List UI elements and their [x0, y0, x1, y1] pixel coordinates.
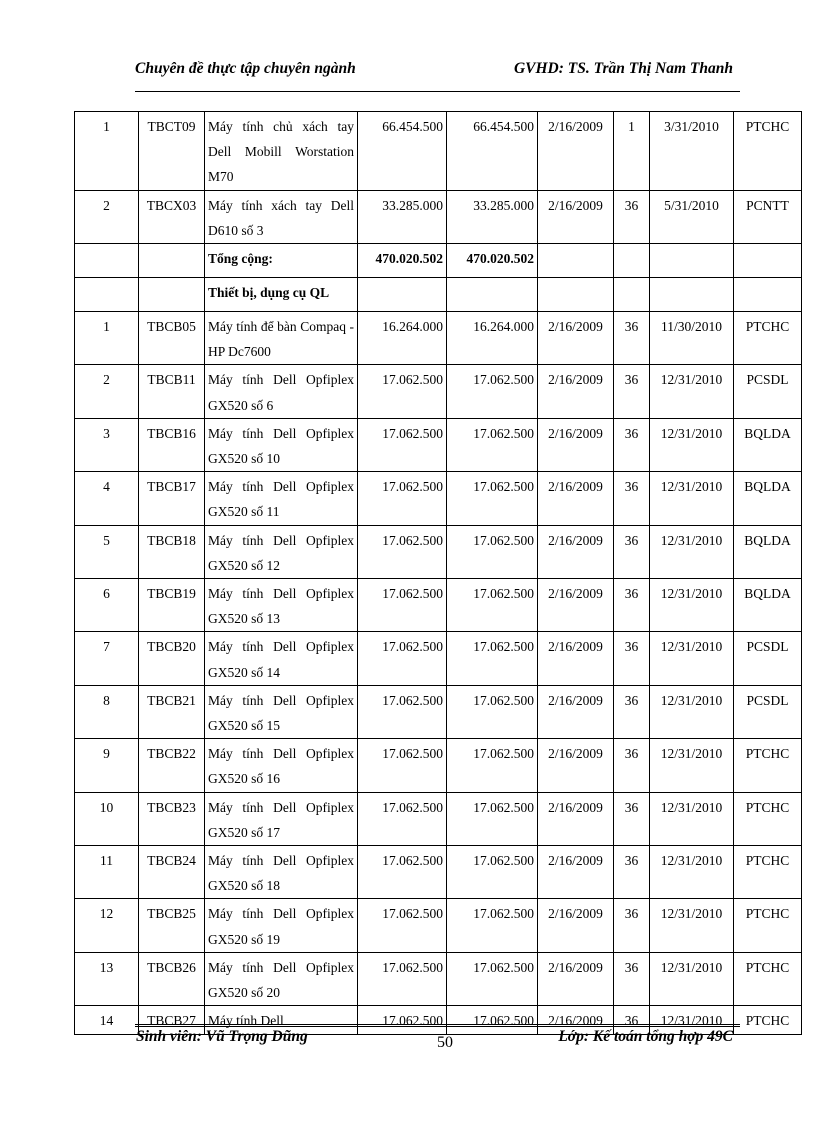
cell-original-value: 17.062.500 [358, 525, 447, 578]
cell-code: TBCB22 [139, 739, 205, 792]
header-course-title: Chuyên đề thực tập chuyên ngành [135, 60, 356, 77]
cell-department: BQLDA [734, 579, 802, 632]
cell-department: PCSDL [734, 632, 802, 685]
cell-code: TBCB16 [139, 418, 205, 471]
footer-class: Lớp: Kế toán tổng hợp 49C [558, 1028, 733, 1045]
cell-department: PTCHC [734, 792, 802, 845]
cell-remaining-value: 17.062.500 [447, 899, 538, 952]
cell-code: TBCT09 [139, 112, 205, 191]
cell-months: 36 [614, 472, 650, 525]
cell-original-value: 470.020.502 [358, 244, 447, 278]
cell-original-value: 33.285.000 [358, 190, 447, 243]
cell-months: 36 [614, 418, 650, 471]
cell-start-date: 2/16/2009 [538, 579, 614, 632]
cell-code: TBCB19 [139, 579, 205, 632]
cell-end-date: 12/31/2010 [650, 899, 734, 952]
cell-department: BQLDA [734, 472, 802, 525]
cell-remaining-value: 17.062.500 [447, 952, 538, 1005]
cell-remaining-value: 17.062.500 [447, 525, 538, 578]
cell-description: Máy tính Dell Opfiplex GX520 số 6 [205, 365, 358, 418]
cell-description: Máy tính Dell Opfiplex GX520 số 20 [205, 952, 358, 1005]
header-divider [135, 91, 740, 92]
cell-end-date: 12/31/2010 [650, 952, 734, 1005]
cell-months: 36 [614, 365, 650, 418]
cell-department: PTCHC [734, 112, 802, 191]
cell-end-date: 5/31/2010 [650, 190, 734, 243]
cell-original-value: 17.062.500 [358, 899, 447, 952]
cell-start-date: 2/16/2009 [538, 365, 614, 418]
cell-remaining-value: 17.062.500 [447, 792, 538, 845]
cell-end-date: 12/31/2010 [650, 418, 734, 471]
cell-remaining-value: 17.062.500 [447, 739, 538, 792]
cell-remaining-value: 17.062.500 [447, 632, 538, 685]
cell-months [614, 278, 650, 312]
cell-stt: 1 [75, 312, 139, 365]
table-row [75, 312, 802, 365]
cell-stt: 9 [75, 739, 139, 792]
cell-code: TBCB23 [139, 792, 205, 845]
asset-table [74, 111, 802, 1035]
cell-end-date: 11/30/2010 [650, 312, 734, 365]
cell-stt [75, 278, 139, 312]
cell-description: Máy tính Dell Opfiplex GX520 số 13 [205, 579, 358, 632]
cell-code [139, 278, 205, 312]
cell-start-date [538, 278, 614, 312]
table-row [75, 525, 802, 578]
cell-end-date [650, 244, 734, 278]
cell-start-date: 2/16/2009 [538, 952, 614, 1005]
cell-remaining-value: 16.264.000 [447, 312, 538, 365]
cell-end-date: 12/31/2010 [650, 739, 734, 792]
cell-end-date: 12/31/2010 [650, 525, 734, 578]
cell-stt: 7 [75, 632, 139, 685]
cell-description: Máy tính Dell Opfiplex GX520 số 19 [205, 899, 358, 952]
table-row [75, 739, 802, 792]
cell-stt: 3 [75, 418, 139, 471]
cell-description: Máy tính xách tay Dell D610 số 3 [205, 190, 358, 243]
cell-description: Máy tính để bàn Compaq - HP Dc7600 [205, 312, 358, 365]
cell-remaining-value: 17.062.500 [447, 1006, 538, 1034]
cell-stt: 8 [75, 685, 139, 738]
cell-end-date: 3/31/2010 [650, 112, 734, 191]
cell-description: Máy tính Dell Opfiplex GX520 số 15 [205, 685, 358, 738]
cell-months: 36 [614, 685, 650, 738]
table-row [75, 685, 802, 738]
table-row [75, 472, 802, 525]
cell-department: PTCHC [734, 739, 802, 792]
cell-code: TBCB20 [139, 632, 205, 685]
cell-months: 36 [614, 579, 650, 632]
cell-end-date: 12/31/2010 [650, 1006, 734, 1034]
cell-end-date: 12/31/2010 [650, 685, 734, 738]
header-supervisor: GVHD: TS. Trần Thị Nam Thanh [513, 60, 733, 77]
cell-code: TBCB24 [139, 846, 205, 899]
cell-stt: 2 [75, 365, 139, 418]
cell-original-value: 17.062.500 [358, 632, 447, 685]
cell-stt: 10 [75, 792, 139, 845]
cell-code: TBCB18 [139, 525, 205, 578]
cell-months: 36 [614, 190, 650, 243]
cell-department: PTCHC [734, 846, 802, 899]
cell-original-value: 17.062.500 [358, 792, 447, 845]
cell-code: TBCX03 [139, 190, 205, 243]
cell-description: Máy tính Dell Opfiplex GX520 số 10 [205, 418, 358, 471]
cell-start-date [538, 244, 614, 278]
cell-months [614, 244, 650, 278]
cell-department: BQLDA [734, 525, 802, 578]
cell-start-date: 2/16/2009 [538, 739, 614, 792]
cell-code: TBCB26 [139, 952, 205, 1005]
cell-original-value: 17.062.500 [358, 739, 447, 792]
cell-original-value: 17.062.500 [358, 365, 447, 418]
cell-start-date: 2/16/2009 [538, 685, 614, 738]
table-row [75, 899, 802, 952]
cell-start-date: 2/16/2009 [538, 312, 614, 365]
cell-department: PCNTT [734, 190, 802, 243]
cell-months: 36 [614, 525, 650, 578]
cell-months: 1 [614, 112, 650, 191]
cell-code: TBCB25 [139, 899, 205, 952]
cell-end-date: 12/31/2010 [650, 846, 734, 899]
cell-stt: 4 [75, 472, 139, 525]
cell-remaining-value: 33.285.000 [447, 190, 538, 243]
cell-code: TBCB11 [139, 365, 205, 418]
cell-description: Thiết bị, dụng cụ QL [205, 278, 358, 312]
table-row [75, 846, 802, 899]
cell-description: Máy tính Dell Opfiplex GX520 số 16 [205, 739, 358, 792]
cell-department: PTCHC [734, 899, 802, 952]
cell-original-value: 16.264.000 [358, 312, 447, 365]
cell-code: TBCB27 [139, 1006, 205, 1034]
cell-stt [75, 244, 139, 278]
cell-stt: 13 [75, 952, 139, 1005]
table-row [75, 579, 802, 632]
cell-remaining-value: 17.062.500 [447, 846, 538, 899]
cell-department [734, 244, 802, 278]
cell-description: Máy tính Dell Opfiplex GX520 số 17 [205, 792, 358, 845]
cell-description: Máy tính Dell Opfiplex GX520 số 14 [205, 632, 358, 685]
cell-start-date: 2/16/2009 [538, 112, 614, 191]
cell-remaining-value: 17.062.500 [447, 685, 538, 738]
cell-department: PTCHC [734, 312, 802, 365]
page-header [135, 60, 735, 82]
cell-original-value: 17.062.500 [358, 952, 447, 1005]
footer-student: Sinh viên: Vũ Trọng Dũng [136, 1028, 308, 1045]
cell-start-date: 2/16/2009 [538, 418, 614, 471]
cell-department: BQLDA [734, 418, 802, 471]
cell-remaining-value: 17.062.500 [447, 472, 538, 525]
cell-original-value: 66.454.500 [358, 112, 447, 191]
table-row [75, 792, 802, 845]
cell-months: 36 [614, 632, 650, 685]
table-row [75, 244, 802, 278]
cell-months: 36 [614, 899, 650, 952]
cell-original-value: 17.062.500 [358, 1006, 447, 1034]
cell-end-date: 12/31/2010 [650, 632, 734, 685]
cell-original-value: 17.062.500 [358, 579, 447, 632]
table-row [75, 278, 802, 312]
cell-start-date: 2/16/2009 [538, 472, 614, 525]
cell-stt: 2 [75, 190, 139, 243]
cell-code: TBCB05 [139, 312, 205, 365]
cell-months: 36 [614, 846, 650, 899]
table-row [75, 190, 802, 243]
cell-stt: 14 [75, 1006, 139, 1034]
cell-start-date: 2/16/2009 [538, 525, 614, 578]
cell-months: 36 [614, 952, 650, 1005]
cell-description: Máy tính Dell [205, 1006, 358, 1034]
cell-stt: 1 [75, 112, 139, 191]
cell-months: 36 [614, 312, 650, 365]
cell-description: Máy tính Dell Opfiplex GX520 số 18 [205, 846, 358, 899]
cell-start-date: 2/16/2009 [538, 190, 614, 243]
table-row [75, 632, 802, 685]
cell-original-value [358, 278, 447, 312]
table-row [75, 418, 802, 471]
table-row [75, 365, 802, 418]
cell-description: Tổng cộng: [205, 244, 358, 278]
cell-code: TBCB17 [139, 472, 205, 525]
cell-stt: 12 [75, 899, 139, 952]
cell-start-date: 2/16/2009 [538, 899, 614, 952]
cell-description: Máy tính chủ xách tay Dell Mobill Worstation M70 [205, 112, 358, 191]
cell-remaining-value [447, 278, 538, 312]
cell-stt: 11 [75, 846, 139, 899]
cell-start-date: 2/16/2009 [538, 846, 614, 899]
cell-months: 36 [614, 739, 650, 792]
cell-start-date: 2/16/2009 [538, 632, 614, 685]
cell-end-date: 12/31/2010 [650, 365, 734, 418]
cell-months: 36 [614, 1006, 650, 1034]
cell-remaining-value: 470.020.502 [447, 244, 538, 278]
cell-original-value: 17.062.500 [358, 685, 447, 738]
cell-stt: 5 [75, 525, 139, 578]
cell-end-date: 12/31/2010 [650, 792, 734, 845]
footer-divider [135, 1024, 740, 1027]
cell-end-date [650, 278, 734, 312]
cell-department: PTCHC [734, 952, 802, 1005]
cell-start-date: 2/16/2009 [538, 792, 614, 845]
cell-department: PTCHC [734, 1006, 802, 1034]
cell-remaining-value: 17.062.500 [447, 365, 538, 418]
cell-code [139, 244, 205, 278]
page-number: 50 [437, 1034, 453, 1051]
cell-stt: 6 [75, 579, 139, 632]
cell-original-value: 17.062.500 [358, 472, 447, 525]
cell-original-value: 17.062.500 [358, 418, 447, 471]
cell-original-value: 17.062.500 [358, 846, 447, 899]
cell-remaining-value: 17.062.500 [447, 579, 538, 632]
cell-department: PCSDL [734, 685, 802, 738]
cell-end-date: 12/31/2010 [650, 472, 734, 525]
cell-description: Máy tính Dell Opfiplex GX520 số 12 [205, 525, 358, 578]
cell-remaining-value: 66.454.500 [447, 112, 538, 191]
cell-department: PCSDL [734, 365, 802, 418]
cell-months: 36 [614, 792, 650, 845]
table-row [75, 112, 802, 191]
cell-start-date: 2/16/2009 [538, 1006, 614, 1034]
cell-code: TBCB21 [139, 685, 205, 738]
table-row [75, 952, 802, 1005]
cell-description: Máy tính Dell Opfiplex GX520 số 11 [205, 472, 358, 525]
cell-end-date: 12/31/2010 [650, 579, 734, 632]
cell-remaining-value: 17.062.500 [447, 418, 538, 471]
asset-table-body [75, 112, 802, 1035]
cell-department [734, 278, 802, 312]
